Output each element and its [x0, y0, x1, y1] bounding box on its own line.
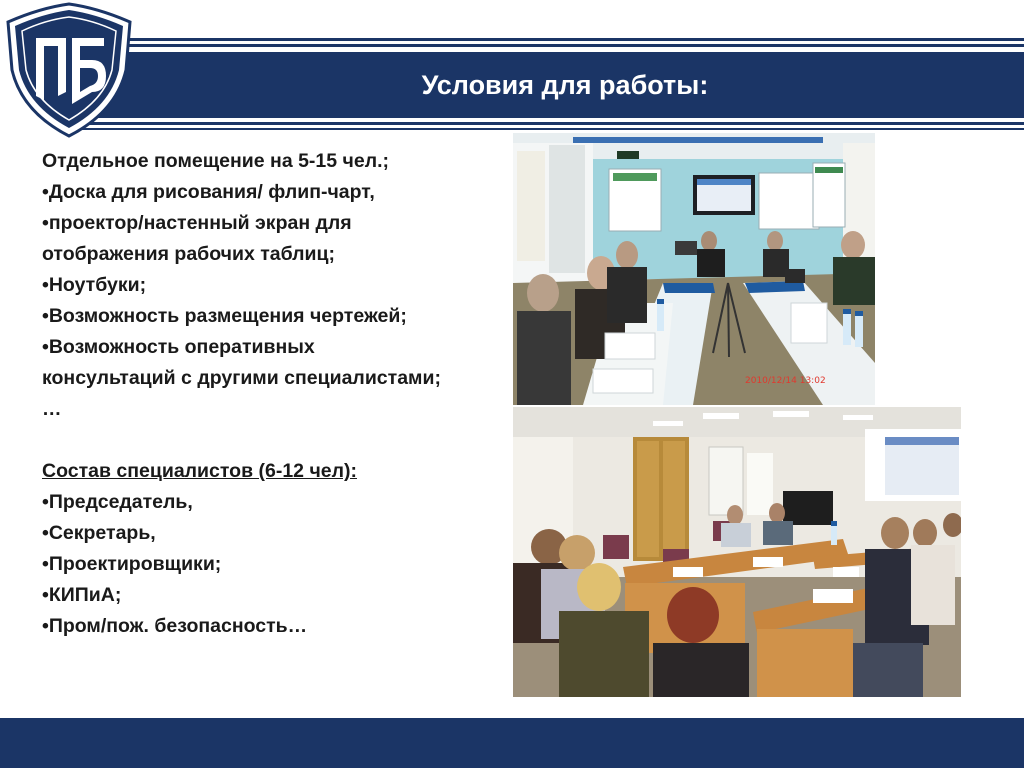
conditions-line: … — [42, 398, 62, 420]
header-stripe — [60, 38, 1024, 41]
photo-date-stamp: 2010/12/14 13:02 — [745, 376, 826, 386]
conference-room-photo — [513, 407, 961, 697]
conditions-line: отображения рабочих таблиц; — [42, 243, 336, 265]
conditions-line: консультаций с другими специалистами; — [42, 367, 441, 389]
specialists-line: •КИПиА; — [42, 584, 122, 606]
meeting-room-photo — [513, 133, 875, 405]
footer-band — [0, 718, 1024, 768]
specialists-line: •Проектировщики; — [42, 553, 222, 575]
specialists-line: •Председатель, — [42, 491, 193, 513]
conditions-line: •Доска для рисования/ флип-чарт, — [42, 181, 375, 203]
slide-title: Условия для работы: — [421, 70, 709, 100]
conditions-line: •Ноутбуки; — [42, 274, 147, 296]
conditions-line: •Возможность размещения чертежей; — [42, 305, 407, 327]
conditions-line: •проектор/настенный экран для — [42, 212, 352, 234]
header-stripe — [60, 44, 1024, 47]
conditions-line: Отдельное помещение на 5-15 чел.; — [42, 150, 389, 172]
specialists-heading: Состав специалистов (6-12 чел): — [42, 460, 357, 482]
header-stripe — [60, 128, 1024, 130]
specialists-line: •Секретарь, — [42, 522, 156, 544]
conditions-line: •Возможность оперативных — [42, 336, 315, 358]
header-stripe — [60, 122, 1024, 125]
slide-header — [0, 0, 1024, 140]
text-column — [42, 146, 512, 642]
specialists-line: •Пром/пож. безопасность… — [42, 615, 308, 637]
shield-logo-icon — [0, 0, 138, 140]
spacer — [42, 425, 512, 456]
